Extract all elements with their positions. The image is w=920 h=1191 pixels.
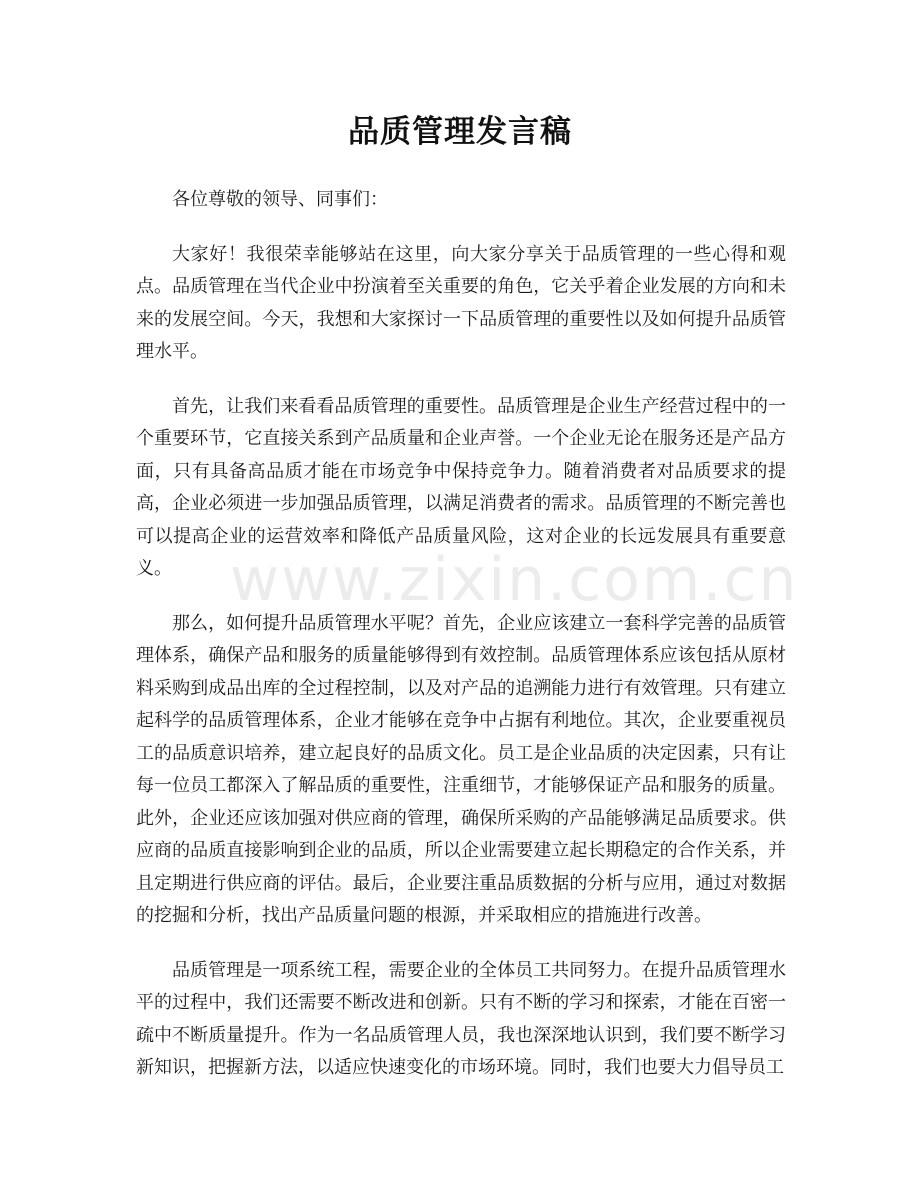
- paragraph-3: 那么，如何提升品质管理水平呢？首先，企业应该建立一套科学完善的品质管理体系，确保产品和服务的质量能够得到有效控制。品质管理体系应该包括从原材料采购到成品出库的全过程控制，以及对产品的追溯能力进行有效管理。只有建立起科学的品质管理体系，企业才能够在竞争中占据有利地位。其次，企业要重视员工的品质意识培养，建立起良好的品质文化。员工是企业品质的决定因素，只有让每一位员工都深入了解品质的重要性，注重细节，才能够保证产品和服务的质量。此外，企业还应该加强对供应商的管理，确保所采购的产品能够满足品质要求。供应商的品质直接影响到企业的品质，所以企业需要建立起长期稳定的合作关系，并且定期进行供应商的评估。最后，企业要注重品质数据的分析与应用，通过对数据的挖掘和分析，找出产品质量问题的根源，并采取相应的措施进行改善。: [136, 612, 786, 926]
- document-body: [136, 184, 799, 1107]
- paragraph-4: 品质管理是一项系统工程，需要企业的全体员工共同努力。在提升品质管理水平的过程中，我们还需要不断改进和创新。只有不断的学习和探索，才能在百密一疏中不断质量提升。作为一名品质管理人员，我也深深地认识到，我们要不断学习新知识，把握新方法，以适应快速变化的市场环境。同时，我们也要大力倡导员工: [136, 959, 786, 1078]
- greeting: 各位尊敬的领导、同事们：: [172, 189, 388, 210]
- paragraph-1: 大家好！我很荣幸能够站在这里，向大家分享关于品质管理的一些心得和观点。品质管理在当代企业中扮演着至关重要的角色，它关乎着企业发展的方向和未来的发展空间。今天，我想和大家探讨一下品质管理的重要性以及如何提升品质管理水平。: [136, 243, 786, 362]
- watermark: www.zixin.com.cn: [230, 545, 799, 615]
- paragraph-2: 首先，让我们来看看品质管理的重要性。品质管理是企业生产经营过程中的一个重要环节，它直接关系到产品质量和企业声誉。一个企业无论在服务还是产品方面，只有具备高品质才能在市场竞争中保持竞争力。随着消费者对品质要求的提高，企业必须进一步加强品质管理，以满足消费者的需求。品质管理的不断完善也可以提高企业的运营效率和降低产品质量风险，这对企业的长远发展具有重要意义。: [136, 395, 786, 579]
- page-title: 品质管理发言稿: [348, 114, 572, 150]
